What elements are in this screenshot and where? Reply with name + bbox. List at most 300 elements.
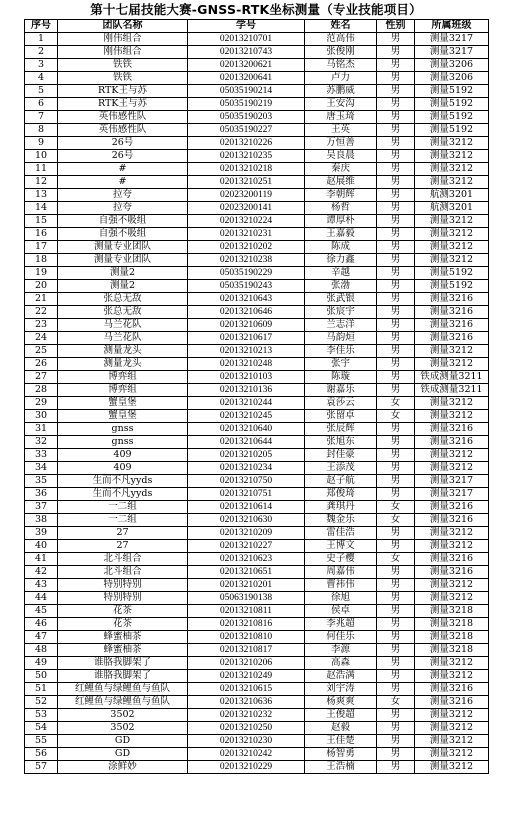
name-cell: 郑俊琦 [305,488,377,501]
team-name-cell: 谁胳我脚架了 [58,657,188,670]
team-name-cell: 蜂蜜柚茶 [58,631,188,644]
gender-cell: 男 [377,748,415,761]
serial-number-cell: 10 [25,150,58,163]
gender-cell: 男 [377,566,415,579]
class-cell: 测量3216 [415,566,489,579]
table-row [25,33,489,46]
serial-number-cell: 46 [25,618,58,631]
header-name: 姓名 [305,20,377,33]
name-cell: 张宸宇 [305,306,377,319]
class-cell: 测量5192 [415,111,489,124]
name-cell: 李佳乐 [305,345,377,358]
team-name-cell: 一二组 [58,501,188,514]
class-cell: 航测3201 [415,202,489,215]
serial-number-cell: 1 [25,33,58,46]
team-name-cell: 3502 [58,722,188,735]
table-row [25,280,489,293]
table-row [25,124,489,137]
team-name-cell: 26号 [58,150,188,163]
team-name-cell: 蟹皇堡 [58,410,188,423]
serial-number-cell: 47 [25,631,58,644]
class-cell: 测量3212 [415,527,489,540]
serial-number-cell: 57 [25,761,58,774]
team-name-cell: 测量专业团队 [58,254,188,267]
table-row [25,488,489,501]
student-id-cell: 05035190203 [188,111,305,124]
header-gender: 性别 [377,20,415,33]
team-name-cell: 铁铁 [58,72,188,85]
student-id-cell: 05035190214 [188,85,305,98]
name-cell: 徐旭 [305,592,377,605]
class-cell: 测量3216 [415,423,489,436]
table-row [25,579,489,592]
serial-number-cell: 31 [25,423,58,436]
class-cell: 测量3218 [415,618,489,631]
student-id-cell: 02013210231 [188,228,305,241]
student-id-cell: 02013200641 [188,72,305,85]
gender-cell: 男 [377,59,415,72]
table-row [25,436,489,449]
gender-cell: 男 [377,293,415,306]
team-name-cell: 拉夸 [58,202,188,215]
table-body [25,33,489,774]
class-cell: 测量3217 [415,33,489,46]
student-id-cell: 02013210817 [188,644,305,657]
student-id-cell: 02013210811 [188,605,305,618]
name-cell: 马铭杰 [305,59,377,72]
class-cell: 测量3212 [415,215,489,228]
team-name-cell: 拉夸 [58,189,188,202]
class-cell: 测量3206 [415,72,489,85]
class-cell: 测量3212 [415,462,489,475]
table-row [25,345,489,358]
gender-cell: 男 [377,267,415,280]
team-name-cell: 花茶 [58,618,188,631]
serial-number-cell: 8 [25,124,58,137]
team-name-cell: GD [58,748,188,761]
student-id-cell: 02013210701 [188,33,305,46]
team-name-cell: 博弈组 [58,384,188,397]
serial-number-cell: 12 [25,176,58,189]
class-cell: 测量3212 [415,657,489,670]
student-id-cell: 05035190243 [188,280,305,293]
name-cell: 王安沟 [305,98,377,111]
name-cell: 徐力鑫 [305,254,377,267]
student-id-cell: 02013210636 [188,696,305,709]
name-cell: 杨哲 [305,202,377,215]
table-row [25,475,489,488]
name-cell: 陈璇 [305,371,377,384]
team-name-cell: 北斗组合 [58,566,188,579]
serial-number-cell: 49 [25,657,58,670]
serial-number-cell: 41 [25,553,58,566]
team-name-cell: RTK王与苏 [58,98,188,111]
class-cell: 测量5192 [415,280,489,293]
table-row [25,254,489,267]
class-cell: 测量3212 [415,241,489,254]
serial-number-cell: 4 [25,72,58,85]
gender-cell: 男 [377,670,415,683]
gender-cell: 男 [377,46,415,59]
gender-cell: 男 [377,683,415,696]
team-name-cell: 3502 [58,709,188,722]
serial-number-cell: 27 [25,371,58,384]
gender-cell: 男 [377,631,415,644]
gender-cell: 女 [377,397,415,410]
student-id-cell: 02013210640 [188,423,305,436]
class-cell: 测量3212 [415,592,489,605]
serial-number-cell: 2 [25,46,58,59]
table-row [25,696,489,709]
serial-number-cell: 9 [25,137,58,150]
table-row [25,527,489,540]
name-cell: 雷佳浩 [305,527,377,540]
student-id-cell: 02013200621 [188,59,305,72]
team-name-cell: gnss [58,423,188,436]
gender-cell: 男 [377,163,415,176]
table-row [25,618,489,631]
table-row [25,215,489,228]
name-cell: 陈成 [305,241,377,254]
serial-number-cell: 30 [25,410,58,423]
student-id-cell: 02013210244 [188,397,305,410]
serial-number-cell: 7 [25,111,58,124]
serial-number-cell: 50 [25,670,58,683]
table-row [25,514,489,527]
serial-number-cell: 14 [25,202,58,215]
student-id-cell: 02013210230 [188,735,305,748]
table-row [25,423,489,436]
serial-number-cell: 48 [25,644,58,657]
table-row [25,748,489,761]
table-row [25,267,489,280]
serial-number-cell: 36 [25,488,58,501]
class-cell: 测量3216 [415,319,489,332]
gender-cell: 男 [377,722,415,735]
gender-cell: 女 [377,514,415,527]
team-name-cell: 一二组 [58,514,188,527]
gender-cell: 女 [377,553,415,566]
class-cell: 测量3212 [415,670,489,683]
class-cell: 测量3216 [415,306,489,319]
gender-cell: 女 [377,696,415,709]
team-name-cell: 测量龙头 [58,345,188,358]
name-cell: 李朝辉 [305,189,377,202]
team-name-cell: RTK王与苏 [58,85,188,98]
class-cell: 测量5192 [415,98,489,111]
gender-cell: 男 [377,150,415,163]
student-id-cell: 05035190227 [188,124,305,137]
student-id-cell: 02013210643 [188,293,305,306]
team-name-cell: 测量龙头 [58,358,188,371]
team-name-cell: 红鲤鱼与绿鲤鱼与鱼队 [58,696,188,709]
class-cell: 测量3212 [415,761,489,774]
table-row [25,202,489,215]
name-cell: 张武银 [305,293,377,306]
name-cell: 张俊刚 [305,46,377,59]
student-id-cell: 02013210251 [188,176,305,189]
table-row [25,358,489,371]
team-name-cell: 铁铁 [58,59,188,72]
name-cell: 张渤 [305,280,377,293]
serial-number-cell: 22 [25,306,58,319]
student-id-cell: 02013210249 [188,670,305,683]
name-cell: 高森 [305,657,377,670]
student-id-cell: 02023200141 [188,202,305,215]
serial-number-cell: 18 [25,254,58,267]
team-name-cell: 蟹皇堡 [58,397,188,410]
serial-number-cell: 56 [25,748,58,761]
table-row [25,150,489,163]
serial-number-cell: 25 [25,345,58,358]
serial-number-cell: 13 [25,189,58,202]
serial-number-cell: 11 [25,163,58,176]
team-name-cell: 马兰花队 [58,332,188,345]
gender-cell: 男 [377,462,415,475]
name-cell: 袁莎云 [305,397,377,410]
team-name-cell: 英伟感性队 [58,111,188,124]
serial-number-cell: 52 [25,696,58,709]
team-name-cell: 花茶 [58,605,188,618]
table-row [25,72,489,85]
gender-cell: 男 [377,85,415,98]
student-id-cell: 02013210227 [188,540,305,553]
name-cell: 秦庆 [305,163,377,176]
name-cell: 王俊超 [305,709,377,722]
gender-cell: 男 [377,436,415,449]
student-id-cell: 02013210235 [188,150,305,163]
name-cell: 曹祎伟 [305,579,377,592]
gender-cell: 男 [377,657,415,670]
class-cell: 测量3212 [415,410,489,423]
gender-cell: 男 [377,215,415,228]
team-name-cell: 特别特别 [58,579,188,592]
name-cell: 辛越 [305,267,377,280]
name-cell: 张宇 [305,358,377,371]
name-cell: 赵毅 [305,722,377,735]
serial-number-cell: 26 [25,358,58,371]
class-cell: 测量5192 [415,85,489,98]
gender-cell: 男 [377,280,415,293]
name-cell: 魏金乐 [305,514,377,527]
serial-number-cell: 43 [25,579,58,592]
student-id-cell: 02013210245 [188,410,305,423]
student-id-cell: 02013210205 [188,449,305,462]
team-name-cell: GD [58,735,188,748]
team-name-cell: # [58,176,188,189]
gender-cell: 男 [377,592,415,605]
serial-number-cell: 15 [25,215,58,228]
class-cell: 测量3216 [415,293,489,306]
gender-cell: 男 [377,358,415,371]
table-row [25,410,489,423]
team-name-cell: 409 [58,449,188,462]
class-cell: 测量3216 [415,553,489,566]
class-cell: 测量3212 [415,358,489,371]
name-cell: 何佳乐 [305,631,377,644]
name-cell: 杨爽爽 [305,696,377,709]
table-row [25,241,489,254]
class-cell: 测量3218 [415,605,489,618]
team-name-cell: gnss [58,436,188,449]
student-id-cell: 02013210743 [188,46,305,59]
serial-number-cell: 34 [25,462,58,475]
name-cell: 万恒善 [305,137,377,150]
table-row [25,735,489,748]
table-row [25,683,489,696]
team-name-cell: 生而不凡yyds [58,475,188,488]
team-name-cell: 涂鲜妙 [58,761,188,774]
student-id-cell: 02013210232 [188,709,305,722]
gender-cell: 男 [377,332,415,345]
name-cell: 赵展维 [305,176,377,189]
serial-number-cell: 19 [25,267,58,280]
name-cell: 张辰辉 [305,423,377,436]
student-id-cell: 02013210816 [188,618,305,631]
student-id-cell: 02013210234 [188,462,305,475]
team-name-cell: 测量2 [58,280,188,293]
name-cell: 吴良晨 [305,150,377,163]
name-cell: 王添茂 [305,462,377,475]
table-row [25,501,489,514]
serial-number-cell: 5 [25,85,58,98]
class-cell: 测量3212 [415,345,489,358]
name-cell: 苏鹏威 [305,85,377,98]
serial-number-cell: 16 [25,228,58,241]
table-row [25,761,489,774]
student-id-cell: 02013210751 [188,488,305,501]
class-cell: 测量3212 [415,137,489,150]
gender-cell: 男 [377,761,415,774]
class-cell: 测量3212 [415,722,489,735]
table-row [25,332,489,345]
table-row [25,189,489,202]
table-row [25,670,489,683]
gender-cell: 男 [377,488,415,501]
table-row [25,709,489,722]
class-cell: 测量3216 [415,683,489,696]
class-cell: 铁成测量3211 [415,384,489,397]
roster-table [24,19,489,774]
name-cell: 范高伟 [305,33,377,46]
serial-number-cell: 6 [25,98,58,111]
team-name-cell: 测量2 [58,267,188,280]
serial-number-cell: 37 [25,501,58,514]
team-name-cell: 27 [58,540,188,553]
name-cell: 卢力 [305,72,377,85]
table-row [25,46,489,59]
gender-cell: 女 [377,501,415,514]
student-id-cell: 05035190219 [188,98,305,111]
class-cell: 测量3212 [415,176,489,189]
student-id-cell: 05063190138 [188,592,305,605]
table-row [25,176,489,189]
gender-cell: 男 [377,735,415,748]
table-row [25,293,489,306]
table-row [25,631,489,644]
name-cell: 王嘉毅 [305,228,377,241]
gender-cell: 男 [377,176,415,189]
table-row [25,59,489,72]
gender-cell: 男 [377,423,415,436]
class-cell: 测量5192 [415,267,489,280]
team-name-cell: 张总无敌 [58,293,188,306]
gender-cell: 男 [377,618,415,631]
gender-cell: 男 [377,449,415,462]
student-id-cell: 02013210242 [188,748,305,761]
table-row [25,592,489,605]
student-id-cell: 02013210213 [188,345,305,358]
class-cell: 铁成测量3211 [415,371,489,384]
student-id-cell: 02013210224 [188,215,305,228]
gender-cell: 男 [377,72,415,85]
gender-cell: 男 [377,371,415,384]
student-id-cell: 02013210810 [188,631,305,644]
name-cell: 杨智勇 [305,748,377,761]
team-name-cell: 自强不吸组 [58,228,188,241]
team-name-cell: 博弈组 [58,371,188,384]
team-name-cell: 特别特别 [58,592,188,605]
class-cell: 测量3216 [415,501,489,514]
serial-number-cell: 35 [25,475,58,488]
gender-cell: 男 [377,605,415,618]
table-row [25,306,489,319]
name-cell: 王浩楠 [305,761,377,774]
gender-cell: 男 [377,124,415,137]
serial-number-cell: 21 [25,293,58,306]
table-row [25,137,489,150]
team-name-cell: 生而不凡yyds [58,488,188,501]
student-id-cell: 02013210229 [188,761,305,774]
serial-number-cell: 39 [25,527,58,540]
team-name-cell: 测量专业团队 [58,241,188,254]
class-cell: 测量3212 [415,748,489,761]
class-cell: 测量3206 [415,59,489,72]
serial-number-cell: 17 [25,241,58,254]
student-id-cell: 02013210206 [188,657,305,670]
team-name-cell: 蜂蜜柚茶 [58,644,188,657]
header-team-name: 团队名称 [58,20,188,33]
student-id-cell: 02013210750 [188,475,305,488]
student-id-cell: 02013210623 [188,553,305,566]
table-row [25,371,489,384]
student-id-cell: 02013210248 [188,358,305,371]
table-row [25,163,489,176]
name-cell: 封佳豪 [305,449,377,462]
class-cell: 测量3216 [415,436,489,449]
team-name-cell: 自强不吸组 [58,215,188,228]
name-cell: 赵子航 [305,475,377,488]
class-cell: 测量3212 [415,449,489,462]
header-class: 所属班级 [415,20,489,33]
class-cell: 测量3218 [415,631,489,644]
table-row [25,397,489,410]
table-row [25,553,489,566]
name-cell: 王佳楚 [305,735,377,748]
gender-cell: 男 [377,579,415,592]
class-cell: 测量3218 [415,644,489,657]
serial-number-cell: 24 [25,332,58,345]
name-cell: 唐玉琦 [305,111,377,124]
name-cell: 兰志洋 [305,319,377,332]
gender-cell: 男 [377,111,415,124]
serial-number-cell: 28 [25,384,58,397]
gender-cell: 男 [377,241,415,254]
serial-number-cell: 45 [25,605,58,618]
table-row [25,319,489,332]
name-cell: 赵浩满 [305,670,377,683]
serial-number-cell: 40 [25,540,58,553]
